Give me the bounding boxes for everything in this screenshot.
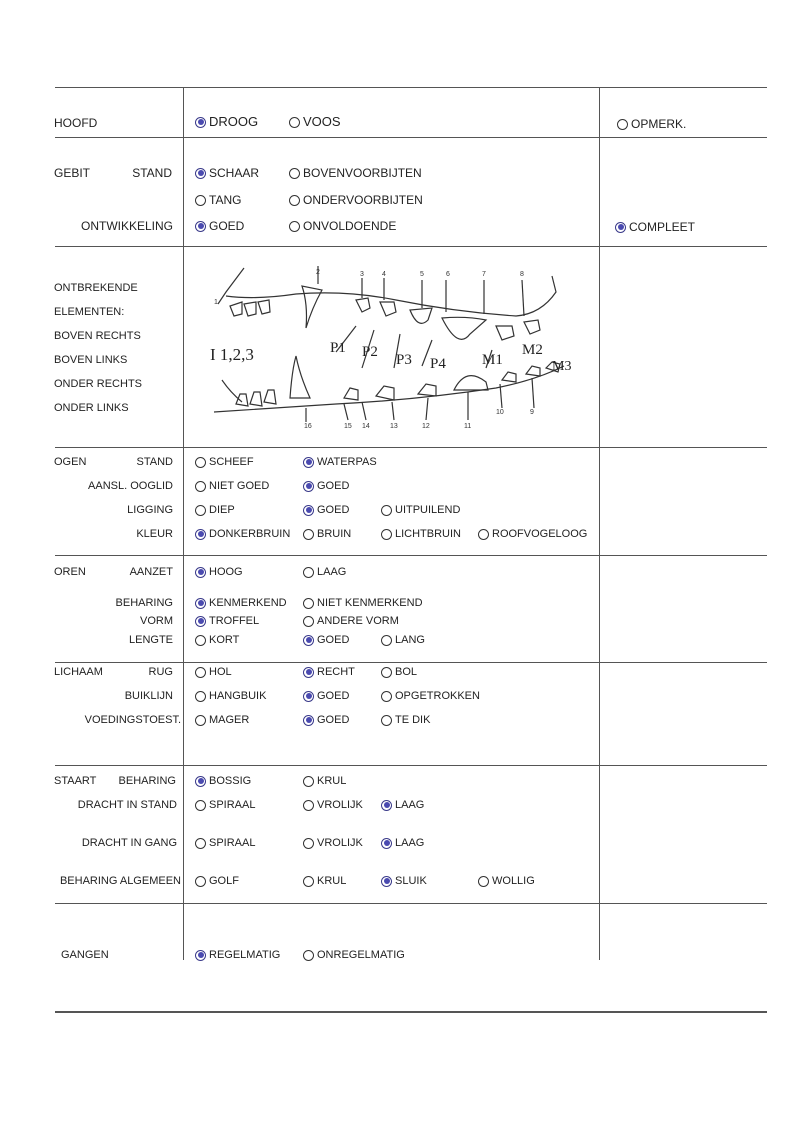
rule-staart <box>55 903 767 904</box>
oren-hoog-option[interactable] <box>195 565 243 579</box>
option-label: LANG <box>395 634 425 646</box>
radio-icon[interactable] <box>195 117 206 128</box>
option-label: ONREGELMATIG <box>317 949 405 961</box>
gebit-label: GEBIT <box>54 166 91 180</box>
option-label: NIET GOED <box>209 480 270 492</box>
radio-icon[interactable] <box>478 876 489 887</box>
ogen-diep-option[interactable] <box>195 503 235 517</box>
ogen-kleur-label: KLEUR <box>136 528 173 540</box>
ontbrekende-line-5: ONDER RECHTS <box>54 378 143 390</box>
ogen-ooglid-goed-option[interactable] <box>303 479 349 493</box>
staart-stand-vrolijk-option[interactable] <box>303 798 363 812</box>
number-9: 9 <box>530 409 534 416</box>
radio-icon[interactable] <box>195 838 206 849</box>
option-label: NIET KENMERKEND <box>317 597 423 609</box>
option-label: GOED <box>317 504 350 516</box>
ontbrekende-line-2: ELEMENTEN: <box>54 306 125 318</box>
radio-icon[interactable] <box>195 667 206 678</box>
rule-col1 <box>183 87 184 960</box>
ogen-ligging-label: LIGGING <box>127 504 173 516</box>
staart-sluik-option[interactable] <box>381 874 427 888</box>
radio-icon[interactable] <box>303 800 314 811</box>
option-label: MAGER <box>209 714 250 726</box>
number-2: 2 <box>316 269 320 276</box>
option-label: KENMERKEND <box>209 597 287 609</box>
ogen-ligging-goed-option[interactable] <box>303 503 349 517</box>
lichaam-te-dik-option[interactable] <box>381 713 430 727</box>
ogen-scheef-option[interactable] <box>195 455 254 469</box>
radio-icon[interactable] <box>381 529 392 540</box>
option-label: ONVOLDOENDE <box>303 219 397 233</box>
number-6: 6 <box>446 271 450 278</box>
radio-icon[interactable] <box>617 119 628 130</box>
radio-icon[interactable] <box>381 800 392 811</box>
option-label: VROLIJK <box>317 799 363 811</box>
radio-icon[interactable] <box>303 457 314 468</box>
rule-gebit <box>55 246 767 247</box>
radio-icon[interactable] <box>303 715 314 726</box>
radio-icon[interactable] <box>195 635 206 646</box>
radio-icon[interactable] <box>195 168 206 179</box>
option-label: ANDERE VORM <box>317 615 399 627</box>
radio-icon[interactable] <box>289 117 300 128</box>
radio-icon[interactable] <box>195 598 206 609</box>
number-3: 3 <box>360 271 364 278</box>
oren-aanzet-label: AANZET <box>129 566 173 578</box>
staart-stand-laag-option[interactable] <box>381 798 424 812</box>
oren-lang-option[interactable] <box>381 633 425 647</box>
number-1: 1 <box>214 299 218 306</box>
teeth-diagram <box>196 256 588 444</box>
number-16: 16 <box>304 423 312 430</box>
oren-andere-vorm-option[interactable] <box>303 614 399 628</box>
option-label: HANGBUIK <box>209 690 267 702</box>
oren-laag-option[interactable] <box>303 565 346 579</box>
ogen-uitpuilend-option[interactable] <box>381 503 460 517</box>
staart-label: STAART <box>54 775 97 787</box>
radio-icon[interactable] <box>289 168 300 179</box>
gebit-ondervoorbijten-option[interactable] <box>289 193 423 207</box>
option-label: TROFFEL <box>209 615 260 627</box>
option-label: SPIRAAL <box>209 837 256 849</box>
gebit-stand-label: STAND <box>132 166 172 180</box>
lichaam-buiklijn-goed-option[interactable] <box>303 689 349 703</box>
ogen-stand-label: STAND <box>136 456 173 468</box>
number-12: 12 <box>422 423 430 430</box>
hoofd-label: HOOFD <box>54 116 98 130</box>
gebit-schaar-option[interactable] <box>195 166 259 180</box>
ogen-niet-goed-option[interactable] <box>195 479 269 493</box>
oren-kenmerkend-option[interactable] <box>195 596 287 610</box>
number-15: 15 <box>344 423 352 430</box>
label-p1: P1 <box>330 340 346 356</box>
oren-lengte-goed-option[interactable] <box>303 633 349 647</box>
radio-icon[interactable] <box>195 950 206 961</box>
gangen-onregelmatig-option[interactable] <box>303 948 405 962</box>
radio-icon[interactable] <box>381 715 392 726</box>
option-label: DIEP <box>209 504 235 516</box>
radio-icon[interactable] <box>381 667 392 678</box>
radio-icon[interactable] <box>303 838 314 849</box>
option-label: GOED <box>317 690 350 702</box>
number-13: 13 <box>390 423 398 430</box>
rule-ogen <box>55 555 767 556</box>
radio-icon[interactable] <box>381 838 392 849</box>
rule-hoofd <box>55 137 767 138</box>
staart-wollig-option[interactable] <box>478 874 535 888</box>
radio-icon[interactable] <box>381 635 392 646</box>
radio-icon[interactable] <box>195 481 206 492</box>
number-14: 14 <box>362 423 370 430</box>
option-label: HOOG <box>209 566 243 578</box>
option-label: RECHT <box>317 666 355 678</box>
radio-icon[interactable] <box>303 616 314 627</box>
oren-vorm-label: VORM <box>140 615 173 627</box>
number-4: 4 <box>382 271 386 278</box>
radio-icon[interactable] <box>303 776 314 787</box>
rule-col2 <box>599 87 600 960</box>
option-label: BOL <box>395 666 418 678</box>
radio-icon[interactable] <box>195 691 206 702</box>
number-11: 11 <box>464 423 472 430</box>
lichaam-mager-option[interactable] <box>195 713 249 727</box>
radio-icon[interactable] <box>615 222 626 233</box>
gebit-ontwikkeling-label: ONTWIKKELING <box>80 219 173 233</box>
ogen-label: OGEN <box>54 456 87 468</box>
label-p3: P3 <box>396 352 412 368</box>
option-label: BOSSIG <box>209 775 252 787</box>
label-incisors: I 1,2,3 <box>210 345 254 364</box>
option-label: DROOG <box>209 114 259 129</box>
option-label: VOOS <box>303 114 341 129</box>
gebit-onvoldoende-option[interactable] <box>289 219 396 233</box>
radio-icon[interactable] <box>303 567 314 578</box>
radio-icon[interactable] <box>303 667 314 678</box>
radio-icon[interactable] <box>195 505 206 516</box>
ontbrekende-line-3: BOVEN RECHTS <box>54 330 141 342</box>
radio-icon[interactable] <box>303 598 314 609</box>
staart-algemeen-label: BEHARING ALGEMEEN <box>59 875 181 887</box>
gangen-regelmatig-option[interactable] <box>195 948 280 962</box>
radio-icon[interactable] <box>289 195 300 206</box>
option-label: VROLIJK <box>317 837 363 849</box>
option-label: GOED <box>317 714 350 726</box>
radio-icon[interactable] <box>303 529 314 540</box>
option-label: TANG <box>209 193 242 207</box>
staart-stand-label: DRACHT IN STAND <box>77 799 177 811</box>
rule-oren <box>55 662 767 663</box>
label-m2: M2 <box>522 342 543 358</box>
option-label: SLUIK <box>395 875 427 887</box>
option-label: BOVENVOORBIJTEN <box>303 166 422 180</box>
radio-icon[interactable] <box>381 691 392 702</box>
radio-icon[interactable] <box>195 567 206 578</box>
radio-icon[interactable] <box>303 876 314 887</box>
radio-icon[interactable] <box>195 221 206 232</box>
option-label: GOED <box>317 480 350 492</box>
option-label: KRUL <box>317 775 347 787</box>
oren-niet-kenmerkend-option[interactable] <box>303 596 423 610</box>
option-label: LAAG <box>317 566 347 578</box>
ogen-roofvogeloog-option[interactable] <box>478 527 587 541</box>
staart-bossig-option[interactable] <box>195 774 251 788</box>
option-label: BRUIN <box>317 528 352 540</box>
radio-icon[interactable] <box>303 950 314 961</box>
rule-lichaam <box>55 765 767 766</box>
lichaam-recht-option[interactable] <box>303 665 355 679</box>
gangen-label: GANGEN <box>61 949 109 961</box>
oren-lengte-label: LENGTE <box>128 634 173 646</box>
radio-icon[interactable] <box>303 635 314 646</box>
staart-gang-label: DRACHT IN GANG <box>81 837 177 849</box>
gebit-goed-option[interactable] <box>195 219 244 233</box>
oren-troffel-option[interactable] <box>195 614 259 628</box>
radio-icon[interactable] <box>195 715 206 726</box>
radio-icon[interactable] <box>303 505 314 516</box>
option-label: GOLF <box>209 875 239 887</box>
option-label: GOED <box>209 219 245 233</box>
option-label: UITPUILEND <box>395 504 461 516</box>
staart-gang-laag-option[interactable] <box>381 836 424 850</box>
option-label: WATERPAS <box>317 456 377 468</box>
label-p4: P4 <box>430 356 446 372</box>
staart-gang-spiraal-option[interactable] <box>195 836 255 850</box>
option-label: GOED <box>317 634 350 646</box>
compleet-option[interactable] <box>615 220 695 234</box>
ogen-waterpas-option[interactable] <box>303 455 377 469</box>
rule-bottom <box>55 1011 767 1013</box>
lichaam-rug-label: RUG <box>148 666 173 678</box>
gebit-bovenvoorbijten-option[interactable] <box>289 166 422 180</box>
ontbrekende-line-4: BOVEN LINKS <box>54 354 128 366</box>
lichaam-opgetrokken-option[interactable] <box>381 689 480 703</box>
option-label: LICHTBRUIN <box>395 528 462 540</box>
option-label: COMPLEET <box>629 220 696 234</box>
label-m1: M1 <box>482 352 503 368</box>
option-label: REGELMATIG <box>209 949 281 961</box>
option-label: ROOFVOGELOOG <box>492 528 588 540</box>
radio-icon[interactable] <box>195 876 206 887</box>
oren-label: OREN <box>54 566 86 578</box>
lichaam-buiklijn-label: BUIKLIJN <box>124 690 173 702</box>
number-7: 7 <box>482 271 486 278</box>
opmerk-option[interactable] <box>617 117 686 131</box>
radio-icon[interactable] <box>303 691 314 702</box>
lichaam-label: LICHAAM <box>54 666 103 678</box>
hoofd-droog-option[interactable] <box>195 115 258 129</box>
option-label: WOLLIG <box>492 875 535 887</box>
oren-kort-option[interactable] <box>195 633 239 647</box>
staart-beharing-label: BEHARING <box>118 775 176 787</box>
option-label: ONDERVOORBIJTEN <box>303 193 423 207</box>
radio-icon[interactable] <box>195 457 206 468</box>
radio-icon[interactable] <box>195 776 206 787</box>
option-label: OPMERK. <box>631 117 687 131</box>
number-10: 10 <box>496 409 504 416</box>
staart-krul-option[interactable] <box>303 774 346 788</box>
ontbrekende-line-1: ONTBREKENDE <box>54 282 138 294</box>
number-5: 5 <box>420 271 424 278</box>
radio-icon[interactable] <box>195 616 206 627</box>
option-label: HOL <box>209 666 232 678</box>
ogen-donkerbruin-option[interactable] <box>195 527 290 541</box>
ogen-ooglid-label: AANSL. OOGLID <box>88 480 173 492</box>
option-label: KORT <box>209 634 240 646</box>
radio-icon[interactable] <box>478 529 489 540</box>
radio-icon[interactable] <box>303 481 314 492</box>
ogen-bruin-option[interactable] <box>303 527 351 541</box>
lichaam-voeding-label: VOEDINGSTOEST. <box>84 714 181 726</box>
lichaam-hol-option[interactable] <box>195 665 232 679</box>
staart-gang-vrolijk-option[interactable] <box>303 836 363 850</box>
lichaam-bol-option[interactable] <box>381 665 417 679</box>
option-label: KRUL <box>317 875 347 887</box>
option-label: LAAG <box>395 837 425 849</box>
option-label: LAAG <box>395 799 425 811</box>
rule-top <box>55 87 767 88</box>
ontbrekende-line-6: ONDER LINKS <box>54 402 129 414</box>
option-label: SCHEEF <box>209 456 254 468</box>
staart-algemeen-krul-option[interactable] <box>303 874 346 888</box>
ogen-lichtbruin-option[interactable] <box>381 527 461 541</box>
label-m3: M3 <box>552 359 572 374</box>
staart-stand-spiraal-option[interactable] <box>195 798 255 812</box>
number-8: 8 <box>520 271 524 278</box>
radio-icon[interactable] <box>381 505 392 516</box>
oren-beharing-label: BEHARING <box>115 597 173 609</box>
label-p2: P2 <box>362 344 378 360</box>
hoofd-voos-option[interactable] <box>289 115 341 129</box>
gebit-tang-option[interactable] <box>195 193 241 207</box>
option-label: SCHAAR <box>209 166 260 180</box>
option-label: TE DIK <box>395 714 431 726</box>
lichaam-hangbuik-option[interactable] <box>195 689 266 703</box>
radio-icon[interactable] <box>195 529 206 540</box>
radio-icon[interactable] <box>381 876 392 887</box>
option-label: OPGETROKKEN <box>395 690 480 702</box>
radio-icon[interactable] <box>289 221 300 232</box>
option-label: SPIRAAL <box>209 799 256 811</box>
radio-icon[interactable] <box>195 195 206 206</box>
option-label: DONKERBRUIN <box>209 528 291 540</box>
staart-golf-option[interactable] <box>195 874 239 888</box>
rule-ontbrekende <box>55 447 767 448</box>
radio-icon[interactable] <box>195 800 206 811</box>
lichaam-voeding-goed-option[interactable] <box>303 713 349 727</box>
